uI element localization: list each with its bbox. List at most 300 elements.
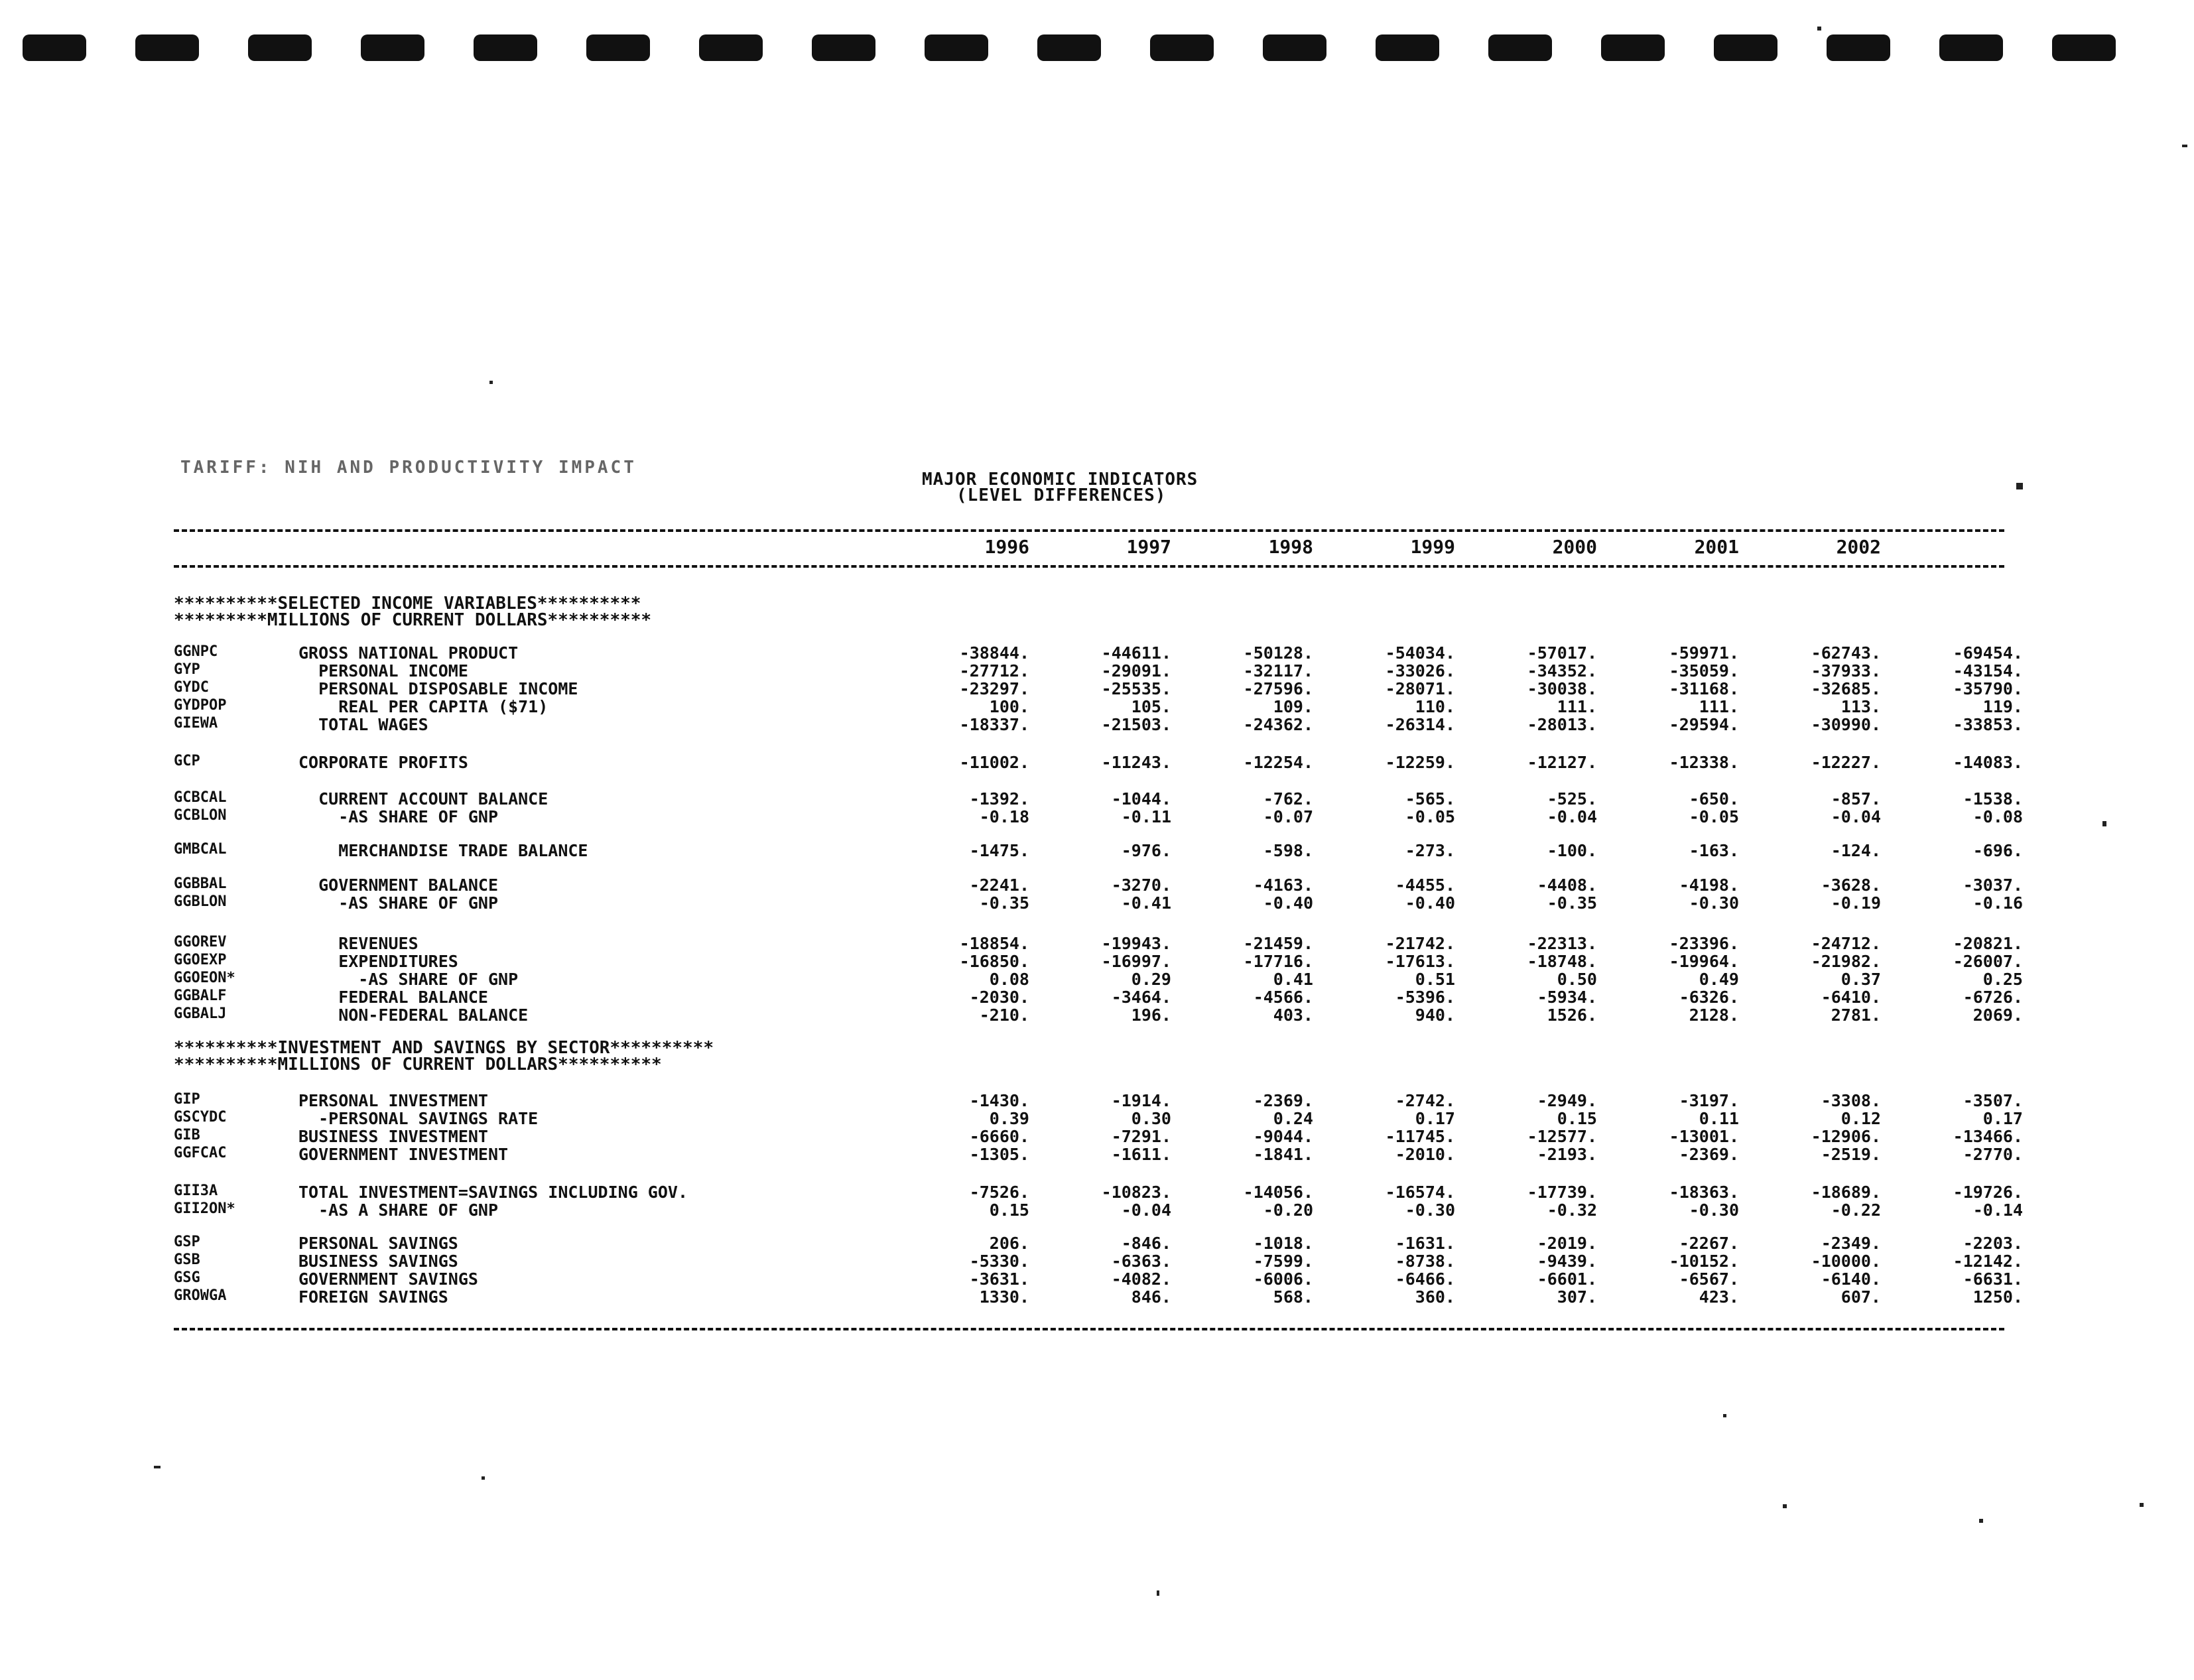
table-row (0, 988, 2194, 1005)
table-cell: -11243. (1101, 753, 1171, 772)
table-cell: 0.50 (1557, 970, 1597, 989)
variable-label: BUSINESS INVESTMENT (298, 1127, 488, 1146)
table-cell: -26007. (1953, 952, 2023, 971)
table-cell: -23396. (1669, 934, 1739, 953)
table-cell: -2519. (1821, 1145, 1881, 1164)
table-row (0, 875, 2194, 893)
table-row (0, 1287, 2194, 1305)
table-cell: -2349. (1821, 1234, 1881, 1253)
top-rule (174, 529, 2004, 532)
table-cell: -4198. (1679, 875, 1739, 895)
table-cell: -1914. (1111, 1091, 1171, 1110)
table-cell: -33853. (1953, 715, 2023, 734)
variable-label: BUSINESS SAVINGS (298, 1252, 458, 1271)
table-cell: 1526. (1547, 1005, 1597, 1025)
table-cell: -32117. (1243, 661, 1313, 680)
table-row (0, 1269, 2194, 1287)
table-cell: 109. (1273, 697, 1313, 716)
variable-label: MERCHANDISE TRADE BALANCE (298, 841, 588, 860)
table-cell: 0.41 (1273, 970, 1313, 989)
table-cell: -0.22 (1831, 1200, 1881, 1220)
year-header-row (0, 536, 2194, 562)
table-cell: 1250. (1972, 1287, 2023, 1307)
table-cell: -21503. (1101, 715, 1171, 734)
variable-label: -PERSONAL SAVINGS RATE (298, 1109, 539, 1128)
table-cell: -1475. (969, 841, 1029, 860)
table-cell: -0.30 (1689, 893, 1739, 913)
table-cell: -19964. (1669, 952, 1739, 971)
table-row (0, 893, 2194, 911)
perforation-hole (248, 34, 312, 61)
table-cell: -11745. (1385, 1127, 1455, 1146)
perforation-strip (0, 0, 2194, 80)
report-title: TARIFF: NIH AND PRODUCTIVITY IMPACT (180, 458, 637, 478)
table-cell: 0.08 (989, 970, 1029, 989)
variable-label: GOVERNMENT SAVINGS (298, 1269, 478, 1289)
table-cell: -11002. (959, 753, 1029, 772)
perforation-hole (1601, 34, 1665, 61)
table-cell: -19726. (1953, 1183, 2023, 1202)
table-cell: -10152. (1669, 1252, 1739, 1271)
table-cell: 307. (1557, 1287, 1597, 1307)
table-row (0, 753, 2194, 771)
table-cell: -6410. (1821, 988, 1881, 1007)
year-header: 2000 (1552, 536, 1597, 558)
variable-code: GMBCAL (174, 841, 227, 858)
table-cell: -9044. (1253, 1127, 1313, 1146)
section-title: **********SELECTED INCOME VARIABLES********** (174, 594, 641, 614)
table-cell: -1538. (1963, 789, 2023, 808)
variable-code: GII3A (174, 1183, 218, 1199)
variable-label: FEDERAL BALANCE (298, 988, 488, 1007)
table-cell: 0.51 (1415, 970, 1455, 989)
header-rule (174, 565, 2004, 568)
table-cell: 0.11 (1699, 1109, 1739, 1128)
table-cell: -2010. (1395, 1145, 1455, 1164)
table-cell: -35790. (1953, 679, 2023, 698)
variable-code: GCBCAL (174, 789, 227, 806)
table-cell: -2203. (1963, 1234, 2023, 1253)
table-cell: -24362. (1243, 715, 1313, 734)
table-cell: 111. (1557, 697, 1597, 716)
perforation-hole (586, 34, 650, 61)
scan-speck (2140, 1503, 2144, 1507)
variable-label: CORPORATE PROFITS (298, 753, 468, 772)
variable-code: GIP (174, 1091, 200, 1108)
table-cell: -69454. (1953, 643, 2023, 663)
perforation-hole (1939, 34, 2003, 61)
table-cell: -17716. (1243, 952, 1313, 971)
table-row (0, 643, 2194, 661)
table-cell: -1392. (969, 789, 1029, 808)
table-cell: -17739. (1527, 1183, 1597, 1202)
year-header: 1997 (1126, 536, 1171, 558)
table-cell: -29594. (1669, 715, 1739, 734)
table-row (0, 715, 2194, 733)
table-cell: -22313. (1527, 934, 1597, 953)
table-cell: -16574. (1385, 1183, 1455, 1202)
table-cell: -12254. (1243, 753, 1313, 772)
table-cell: -13001. (1669, 1127, 1739, 1146)
table-cell: 2069. (1972, 1005, 2023, 1025)
report-center-subtitle: (LEVEL DIFFERENCES) (956, 485, 1167, 505)
table-cell: -0.19 (1831, 893, 1881, 913)
table-cell: -6363. (1111, 1252, 1171, 1271)
table-cell: -5934. (1537, 988, 1597, 1007)
table-cell: -0.04 (1121, 1200, 1171, 1220)
variable-label: CURRENT ACCOUNT BALANCE (298, 789, 548, 808)
variable-code: GSB (174, 1252, 200, 1268)
table-row (0, 1005, 2194, 1023)
variable-code: GGBBAL (174, 875, 227, 892)
variable-code: GII2ON* (174, 1200, 235, 1217)
variable-code: GROWGA (174, 1287, 227, 1304)
perforation-hole (1037, 34, 1101, 61)
scan-speck (1817, 27, 1821, 31)
table-cell: -846. (1121, 1234, 1171, 1253)
table-cell: -598. (1263, 841, 1313, 860)
table-cell: 1330. (979, 1287, 1029, 1307)
table-cell: -4163. (1253, 875, 1313, 895)
variable-code: GYP (174, 661, 200, 678)
table-row (0, 1109, 2194, 1127)
table-cell: -4082. (1111, 1269, 1171, 1289)
table-cell: -23297. (959, 679, 1029, 698)
table-cell: -20821. (1953, 934, 2023, 953)
table-cell: -100. (1547, 841, 1597, 860)
row-group (0, 789, 2194, 825)
table-cell: -35059. (1669, 661, 1739, 680)
year-header: 1998 (1268, 536, 1313, 558)
variable-label: PERSONAL INVESTMENT (298, 1091, 488, 1110)
table-cell: -29091. (1101, 661, 1171, 680)
table-cell: -2241. (969, 875, 1029, 895)
table-cell: 196. (1131, 1005, 1171, 1025)
variable-code: GIB (174, 1127, 200, 1143)
table-cell: 0.39 (989, 1109, 1029, 1128)
table-cell: -0.05 (1689, 807, 1739, 826)
table-cell: -12338. (1669, 753, 1739, 772)
variable-code: GGBALF (174, 988, 227, 1004)
table-cell: -6326. (1679, 988, 1739, 1007)
table-cell: 100. (989, 697, 1029, 716)
table-cell: -12127. (1527, 753, 1597, 772)
table-cell: -18363. (1669, 1183, 1739, 1202)
table-cell: -3037. (1963, 875, 2023, 895)
perforation-hole (1714, 34, 1777, 61)
table-cell: -12259. (1385, 753, 1455, 772)
table-cell: -3631. (969, 1269, 1029, 1289)
table-cell: -16997. (1101, 952, 1171, 971)
table-cell: -525. (1547, 789, 1597, 808)
table-cell: 0.15 (989, 1200, 1029, 1220)
table-cell: 0.17 (1982, 1109, 2023, 1128)
table-cell: -6660. (969, 1127, 1029, 1146)
variable-label: NON-FEDERAL BALANCE (298, 1005, 529, 1025)
perforation-hole (2052, 34, 2116, 61)
table-row (0, 934, 2194, 952)
variable-code: GGBLON (174, 893, 227, 910)
table-cell: 403. (1273, 1005, 1313, 1025)
table-cell: -54034. (1385, 643, 1455, 663)
perforation-hole (1827, 34, 1890, 61)
variable-label: GROSS NATIONAL PRODUCT (298, 643, 519, 663)
table-cell: -0.05 (1405, 807, 1455, 826)
table-cell: -7599. (1253, 1252, 1313, 1271)
table-cell: -0.14 (1972, 1200, 2023, 1220)
table-cell: 846. (1131, 1287, 1171, 1307)
table-cell: -17613. (1385, 952, 1455, 971)
table-cell: -7526. (969, 1183, 1029, 1202)
table-cell: -3507. (1963, 1091, 2023, 1110)
table-row (0, 1183, 2194, 1200)
variable-code: GGOEON* (174, 970, 235, 986)
perforation-hole (23, 34, 86, 61)
table-cell: -6006. (1253, 1269, 1313, 1289)
scan-speck (2182, 145, 2187, 147)
table-row (0, 661, 2194, 679)
table-cell: -3270. (1111, 875, 1171, 895)
table-cell: -12227. (1811, 753, 1881, 772)
table-cell: -3464. (1111, 988, 1171, 1007)
table-row (0, 807, 2194, 825)
perforation-hole (1488, 34, 1552, 61)
row-group (0, 934, 2194, 1023)
table-cell: -37933. (1811, 661, 1881, 680)
variable-label: PERSONAL INCOME (298, 661, 468, 680)
table-cell: -7291. (1111, 1127, 1171, 1146)
row-group (0, 1091, 2194, 1163)
perforation-hole (812, 34, 875, 61)
table-cell: -0.18 (979, 807, 1029, 826)
table-cell: 0.17 (1415, 1109, 1455, 1128)
table-cell: 0.15 (1557, 1109, 1597, 1128)
table-cell: -59971. (1669, 643, 1739, 663)
table-cell: -2742. (1395, 1091, 1455, 1110)
table-cell: -18689. (1811, 1183, 1881, 1202)
perforation-hole (135, 34, 199, 61)
table-cell: 360. (1415, 1287, 1455, 1307)
table-cell: -25535. (1101, 679, 1171, 698)
variable-code: GGOEXP (174, 952, 227, 968)
table-cell: 0.30 (1131, 1109, 1171, 1128)
table-cell: -38844. (959, 643, 1029, 663)
table-cell: -12906. (1811, 1127, 1881, 1146)
year-header: 1999 (1410, 536, 1455, 558)
section-subtitle: **********MILLIONS OF CURRENT DOLLARS********** (174, 1055, 662, 1074)
table-cell: 940. (1415, 1005, 1455, 1025)
variable-code: GIEWA (174, 715, 218, 732)
table-row (0, 789, 2194, 807)
table-row (0, 679, 2194, 697)
table-cell: -1841. (1253, 1145, 1313, 1164)
scan-speck (1783, 1504, 1787, 1508)
perforation-hole (1376, 34, 1439, 61)
table-cell: -18854. (959, 934, 1029, 953)
scan-speck (482, 1476, 485, 1480)
table-cell: -6631. (1963, 1269, 2023, 1289)
table-cell: -62743. (1811, 643, 1881, 663)
table-cell: 2128. (1689, 1005, 1739, 1025)
table-cell: -28013. (1527, 715, 1597, 734)
scan-speck (1157, 1590, 1159, 1596)
perforation-hole (1150, 34, 1214, 61)
variable-code: GGFCAC (174, 1145, 227, 1161)
table-cell: -18748. (1527, 952, 1597, 971)
variable-label: GOVERNMENT INVESTMENT (298, 1145, 509, 1164)
table-cell: -3308. (1821, 1091, 1881, 1110)
variable-label: -AS SHARE OF GNP (298, 970, 519, 989)
table-cell: 119. (1982, 697, 2023, 716)
table-row (0, 1200, 2194, 1218)
table-cell: -1430. (969, 1091, 1029, 1110)
table-cell: -2949. (1537, 1091, 1597, 1110)
table-cell: -762. (1263, 789, 1313, 808)
table-cell: -2193. (1537, 1145, 1597, 1164)
variable-code: GSCYDC (174, 1109, 227, 1126)
table-row (0, 1127, 2194, 1145)
table-cell: -14083. (1953, 753, 2023, 772)
table-cell: -857. (1831, 789, 1881, 808)
table-cell: 206. (989, 1234, 1029, 1253)
table-cell: -2030. (969, 988, 1029, 1007)
table-cell: -2369. (1253, 1091, 1313, 1110)
table-cell: 113. (1840, 697, 1881, 716)
table-cell: 423. (1699, 1287, 1739, 1307)
table-cell: -10000. (1811, 1252, 1881, 1271)
variable-label: PERSONAL SAVINGS (298, 1234, 458, 1253)
table-cell: -0.16 (1972, 893, 2023, 913)
perforation-hole (474, 34, 537, 61)
table-cell: -43154. (1953, 661, 2023, 680)
table-cell: -6466. (1395, 1269, 1455, 1289)
table-cell: -0.20 (1263, 1200, 1313, 1220)
scan-speck (1979, 1519, 1983, 1523)
section-subtitle: *********MILLIONS OF CURRENT DOLLARS********** (174, 610, 652, 630)
bottom-rule (174, 1328, 2004, 1330)
table-cell: -2369. (1679, 1145, 1739, 1164)
perforation-hole (361, 34, 424, 61)
table-cell: -0.32 (1547, 1200, 1597, 1220)
row-group (0, 643, 2194, 733)
scan-speck (1723, 1414, 1726, 1417)
table-cell: -6567. (1679, 1269, 1739, 1289)
variable-code: GGBALJ (174, 1005, 227, 1022)
table-cell: 110. (1415, 697, 1455, 716)
table-row (0, 970, 2194, 988)
table-cell: -27596. (1243, 679, 1313, 698)
table-row (0, 952, 2194, 970)
row-group (0, 841, 2194, 859)
table-cell: -26314. (1385, 715, 1455, 734)
table-cell: -21982. (1811, 952, 1881, 971)
table-cell: -6726. (1963, 988, 2023, 1007)
variable-code: GYDC (174, 679, 209, 696)
table-cell: -13466. (1953, 1127, 2023, 1146)
table-cell: -0.08 (1972, 807, 2023, 826)
table-cell: -273. (1405, 841, 1455, 860)
table-cell: -1044. (1111, 789, 1171, 808)
year-header: 1996 (984, 536, 1029, 558)
table-cell: -12142. (1953, 1252, 2023, 1271)
table-cell: 111. (1699, 697, 1739, 716)
table-cell: -24712. (1811, 934, 1881, 953)
table-cell: -0.11 (1121, 807, 1171, 826)
table-cell: -1305. (969, 1145, 1029, 1164)
table-cell: 105. (1131, 697, 1171, 716)
table-cell: -3197. (1679, 1091, 1739, 1110)
table-cell: -163. (1689, 841, 1739, 860)
table-cell: -14056. (1243, 1183, 1313, 1202)
variable-label: REVENUES (298, 934, 419, 953)
table-cell: -2770. (1963, 1145, 2023, 1164)
table-cell: -33026. (1385, 661, 1455, 680)
perforation-hole (699, 34, 763, 61)
table-cell: -696. (1972, 841, 2023, 860)
variable-label: -AS A SHARE OF GNP (298, 1200, 499, 1220)
table-cell: -3628. (1821, 875, 1881, 895)
variable-code: GGNPC (174, 643, 218, 660)
table-cell: -5396. (1395, 988, 1455, 1007)
row-group (0, 1234, 2194, 1305)
row-group (0, 875, 2194, 911)
variable-code: GGOREV (174, 934, 227, 950)
table-cell: -12577. (1527, 1127, 1597, 1146)
table-cell: -34352. (1527, 661, 1597, 680)
variable-code: GCP (174, 753, 200, 769)
table-cell: -2019. (1537, 1234, 1597, 1253)
scan-speck (154, 1466, 161, 1468)
table-cell: -0.35 (979, 893, 1029, 913)
variable-label: FOREIGN SAVINGS (298, 1287, 448, 1307)
table-cell: -27712. (959, 661, 1029, 680)
table-cell: -6140. (1821, 1269, 1881, 1289)
variable-code: GYDPOP (174, 697, 227, 714)
table-cell: -10823. (1101, 1183, 1171, 1202)
table-cell: -0.04 (1831, 807, 1881, 826)
year-header: 2002 (1836, 536, 1881, 558)
section-title: **********INVESTMENT AND SAVINGS BY SECTOR********** (174, 1038, 714, 1058)
row-group (0, 1183, 2194, 1218)
variable-label: GOVERNMENT BALANCE (298, 875, 499, 895)
table-row (0, 1252, 2194, 1269)
table-row (0, 1145, 2194, 1163)
table-cell: -0.41 (1121, 893, 1171, 913)
table-cell: -1631. (1395, 1234, 1455, 1253)
table-cell: -57017. (1527, 643, 1597, 663)
table-cell: -19943. (1101, 934, 1171, 953)
table-cell: -32685. (1811, 679, 1881, 698)
table-row (0, 697, 2194, 715)
table-cell: -30038. (1527, 679, 1597, 698)
table-cell: 607. (1840, 1287, 1881, 1307)
table-cell: -5330. (969, 1252, 1029, 1271)
table-cell: -9439. (1537, 1252, 1597, 1271)
table-cell: -0.40 (1405, 893, 1455, 913)
table-cell: 0.12 (1840, 1109, 1881, 1128)
table-cell: -976. (1121, 841, 1171, 860)
table-cell: -31168. (1669, 679, 1739, 698)
table-cell: -6601. (1537, 1269, 1597, 1289)
table-cell: 0.24 (1273, 1109, 1313, 1128)
table-cell: -1018. (1253, 1234, 1313, 1253)
table-cell: 0.25 (1982, 970, 2023, 989)
table-cell: -16850. (959, 952, 1029, 971)
year-header: 2001 (1694, 536, 1739, 558)
table-cell: -0.40 (1263, 893, 1313, 913)
variable-label: TOTAL INVESTMENT=SAVINGS INCLUDING GOV. (298, 1183, 688, 1202)
table-cell: 0.29 (1131, 970, 1171, 989)
